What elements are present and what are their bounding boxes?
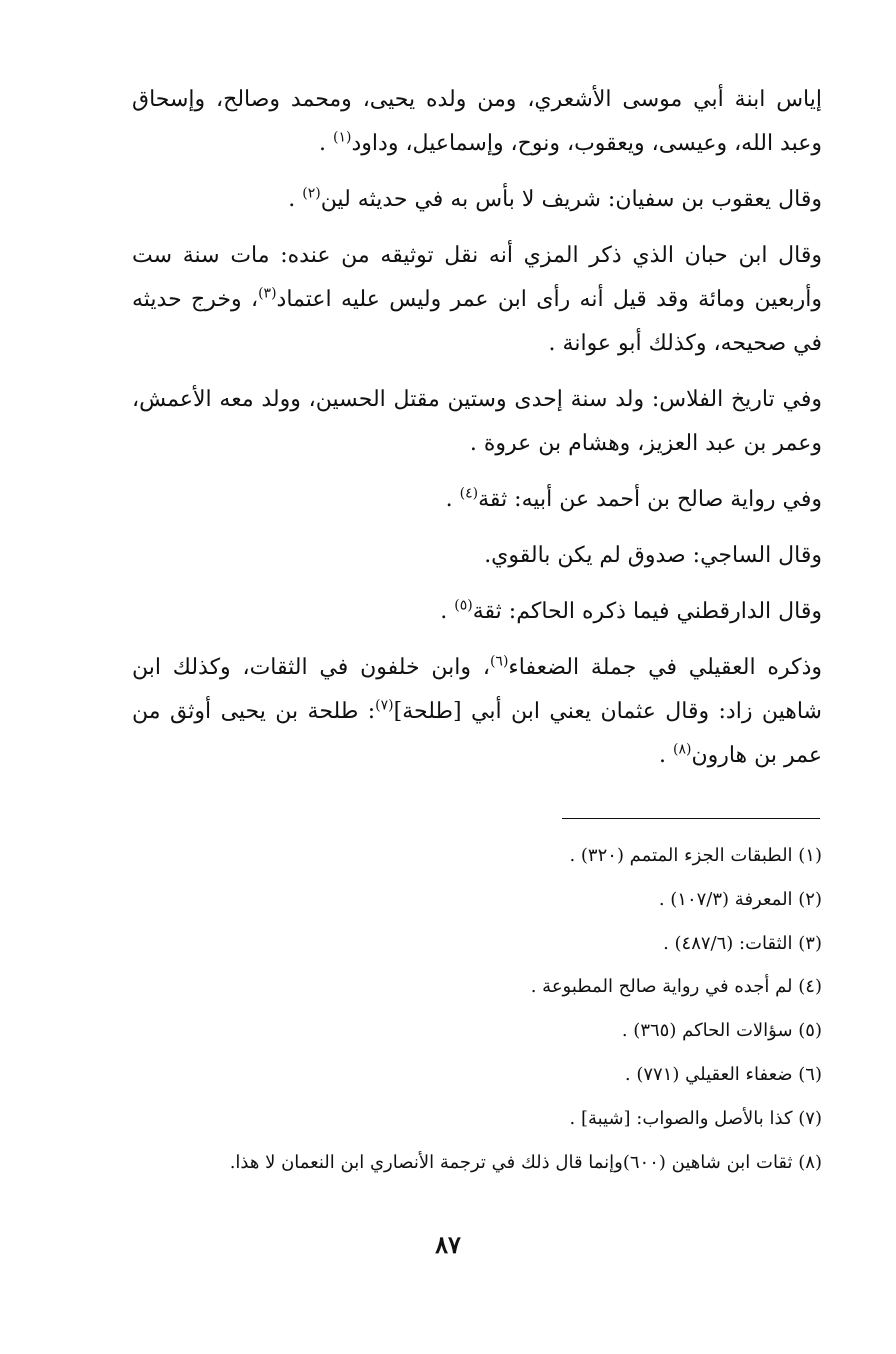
paragraph-text: وقال الساجي: صدوق لم يكن بالقوي. (484, 543, 822, 568)
footnote-7: (٧) كذا بالأصل والصواب: [شيبة] . (569, 1107, 822, 1129)
footnote-ref-2: (٢) (302, 185, 321, 202)
footnotes (132, 834, 822, 1184)
paragraph-3 (132, 234, 822, 366)
footnote-ref-6: (٦) (489, 653, 509, 670)
paragraph-tail: . (445, 487, 460, 512)
paragraph-6 (132, 534, 822, 578)
page-number: ٨٧ (435, 1230, 461, 1259)
paragraph-text: وذكره العقيلي في جملة الضعفاء (508, 655, 822, 680)
paragraph-text: وقال يعقوب بن سفيان: شريف لا بأس به في حديثه لين (320, 187, 822, 212)
footnote-ref-4: (٤) (459, 485, 479, 502)
footnote-5: (٥) سؤالات الحاكم (٣٦٥) . (621, 1020, 822, 1042)
paragraph-7 (132, 590, 822, 634)
footnote-ref-8: (٨) (672, 741, 692, 758)
paragraph-text: وفي رواية صالح بن أحمد عن أبيه: ثقة (478, 487, 822, 512)
footnote-1: (١) الطبقات الجزء المتمم (٣٢٠) . (569, 845, 822, 866)
footnote-2: (٢) المعرفة (١٠٧/٣) . (658, 888, 822, 910)
footnote-ref-5: (٥) (454, 597, 473, 614)
paragraph-2 (132, 178, 822, 222)
paragraph-text: وفي تاريخ الفلاس: ولد سنة إحدى وستين مقتل الحسين، وولد معه الأعمش، وعمر بن عبد العزيز، وهشام بن عروة . (132, 387, 822, 456)
paragraph-tail: . (658, 743, 673, 768)
main-text (132, 78, 822, 790)
footnote-divider (562, 818, 820, 819)
paragraph-tail: . (319, 131, 334, 156)
footnote-6: (٦) ضعفاء العقيلي (٧٧١) . (624, 1063, 822, 1085)
footnote-ref-7: (٧) (375, 697, 394, 714)
paragraph-text: وقال ابن حبان الذي ذكر المزي أنه نقل توثيقه من عنده: مات سنة ست وأربعين ومائة وقد قيل أنه رأى ابن عمر وليس عليه اعتماد (132, 243, 822, 312)
footnote-3: (٣) الثقات: (٤٨٧/٦) . (663, 932, 822, 954)
paragraph-tail: . (440, 599, 455, 624)
footnote-4: (٤) لم أجده في رواية صالح المطبوعة . (530, 976, 822, 998)
paragraph-text: وقال الدارقطني فيما ذكره الحاكم: ثقة (472, 599, 822, 624)
footnote-ref-3: (٣) (258, 285, 277, 302)
paragraph-text: إياس ابنة أبي موسى الأشعري، ومن ولده يحيى، ومحمد وصالح، وإسحاق وعبد الله، وعيسى، ويعقوب، ونوح، وإسماعيل، وداود (132, 87, 822, 156)
paragraph-tail: ، وابن خلفون في الثقات، وكذلك ابن شاهين زاد: وقال عثمان يعني ابن أبي [طلحة] (132, 655, 822, 724)
paragraph-4 (132, 378, 822, 466)
footnote-8: (٨) ثقات ابن شاهين (٦٠٠)وإنما قال ذلك في ترجمة الأنصاري ابن النعمان لا هذا. (229, 1151, 822, 1173)
paragraph-tail: : طلحة بن يحيى أوثق من عمر بن هارون (132, 699, 822, 768)
paragraph-tail: ، وخرج حديثه في صحيحه، وكذلك أبو عوانة . (132, 287, 822, 356)
paragraph-1 (132, 78, 822, 166)
paragraph-5 (132, 478, 822, 522)
paragraph-tail: . (288, 187, 303, 212)
footnote-ref-1: (١) (333, 129, 352, 146)
paragraph-8 (132, 646, 822, 778)
